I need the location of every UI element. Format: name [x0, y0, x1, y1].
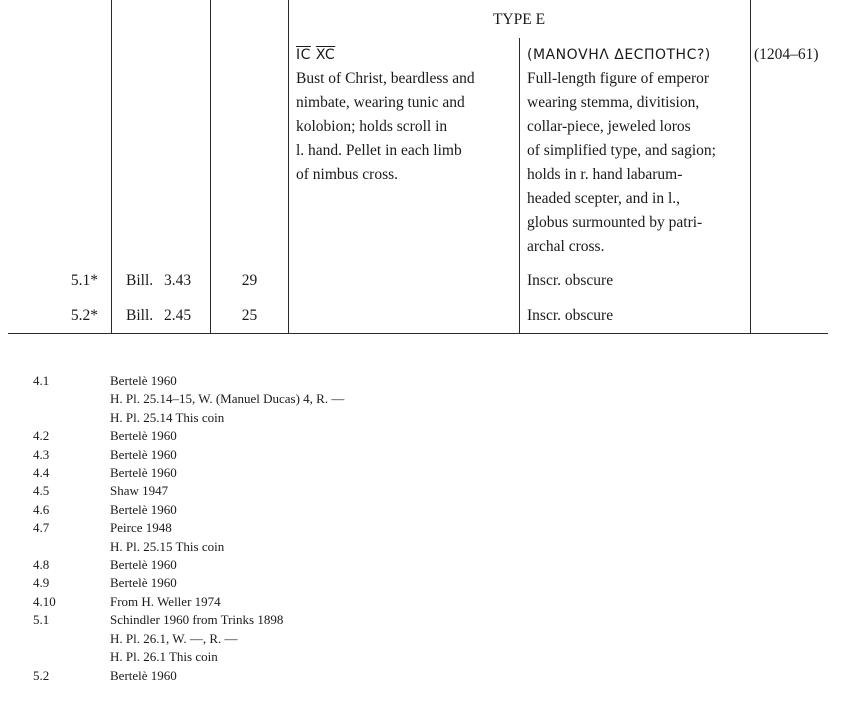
type-heading: TYPE E: [492, 11, 546, 28]
note-text: Peirce 1948: [110, 520, 172, 536]
reverse-line: archal cross.: [527, 238, 605, 255]
obverse-description: [296, 67, 475, 187]
specimen-weight: 2.45: [164, 307, 192, 324]
note-text: Bertelè 1960: [110, 465, 177, 481]
note-row: [33, 519, 533, 537]
note-text: H. Pl. 26.1, W. —, R. —: [110, 630, 238, 646]
note-number: 4.5: [33, 483, 50, 499]
obverse-line: Bust of Christ, beardless and: [296, 70, 475, 87]
obverse-legend-xc: $\overline{XC}$: [315, 47, 336, 63]
note-text: H. Pl. 25.15 This coin: [110, 538, 225, 554]
note-number: 4.4: [33, 465, 50, 481]
note-number: 5.1: [33, 612, 50, 628]
note-row: [33, 390, 533, 408]
note-row: [33, 501, 533, 519]
note-number: 4.3: [33, 446, 50, 462]
specimen-number: 5.1*: [70, 272, 98, 289]
specimen-metal: Bill.: [126, 307, 154, 324]
note-number: [33, 648, 110, 666]
note-text: Shaw 1947: [110, 483, 169, 499]
obverse-legend: [296, 43, 335, 67]
obverse-line: nimbate, wearing tunic and: [296, 94, 465, 111]
specimen-remark: Inscr. obscure: [527, 272, 614, 289]
note-number: 4.6: [33, 501, 50, 517]
note-row: [33, 538, 533, 556]
column-rule: [111, 0, 112, 333]
specimen-die-axis: 29: [241, 272, 258, 289]
note-text: Bertelè 1960: [110, 575, 177, 591]
note-number: 5.2: [33, 667, 50, 683]
provenance-notes: [33, 372, 533, 685]
note-text: Bertelè 1960: [110, 557, 177, 573]
note-text: Bertelè 1960: [110, 667, 177, 683]
reverse-line: headed scepter, and in l.,: [527, 190, 681, 207]
note-text: Bertelè 1960: [110, 428, 177, 444]
table-bottom-rule: [8, 333, 828, 334]
obverse-line: l. hand. Pellet in each limb: [296, 142, 462, 159]
specimen-die-axis: 25: [241, 307, 258, 324]
note-row: [33, 593, 533, 611]
column-rule: [750, 0, 751, 333]
note-row: [33, 574, 533, 592]
note-number: [33, 630, 110, 648]
note-row: [33, 630, 533, 648]
note-number: [33, 538, 110, 556]
note-text: Schindler 1960 from Trinks 1898: [110, 612, 284, 628]
specimen-remark: Inscr. obscure: [527, 307, 614, 324]
note-row: [33, 611, 533, 629]
note-row: [33, 372, 533, 390]
note-row: [33, 427, 533, 445]
note-number: [33, 409, 110, 427]
obverse-line: kolobion; holds scroll in: [296, 118, 448, 135]
reverse-line: collar-piece, jeweled loros: [527, 118, 691, 135]
note-row: [33, 482, 533, 500]
note-number: 4.8: [33, 557, 50, 573]
note-text: H. Pl. 25.14–15, W. (Manuel Ducas) 4, R. —: [110, 391, 345, 407]
note-number: [33, 390, 110, 408]
reverse-legend: (ΜΑΝΟVΗΛ ΔΕϹΠΟΤΗϹ?): [527, 47, 711, 63]
reverse-line: of simplified type, and sagion;: [527, 142, 716, 159]
note-row: [33, 648, 533, 666]
note-number: 4.1: [33, 373, 50, 388]
note-number: 4.2: [33, 428, 50, 444]
reverse-line: wearing stemma, divitision,: [527, 94, 700, 111]
note-row: [33, 464, 533, 482]
column-rule: [519, 38, 520, 333]
note-number: 4.7: [33, 520, 50, 536]
obverse-legend-ic: $\overline{IC}$: [296, 47, 311, 63]
note-text: Bertelè 1960: [110, 373, 177, 388]
reverse-line: globus surmounted by patri-: [527, 214, 703, 231]
date-range: (1204–61): [754, 46, 819, 63]
column-rule: [288, 0, 289, 333]
note-text: From H. Weller 1974: [110, 593, 221, 609]
specimen-number: 5.2*: [70, 307, 98, 324]
note-row: [33, 667, 533, 685]
note-number: 4.9: [33, 575, 50, 591]
reverse-description: [527, 67, 716, 259]
note-row: [33, 409, 533, 427]
note-number: 4.10: [33, 593, 56, 609]
note-text: Bertelè 1960: [110, 446, 177, 462]
specimen-metal: Bill.: [126, 272, 154, 289]
reverse-line: Full-length figure of emperor: [527, 70, 710, 87]
note-text: Bertelè 1960: [110, 501, 177, 517]
note-text: H. Pl. 25.14 This coin: [110, 409, 225, 425]
reverse-line: holds in r. hand labarum-: [527, 166, 683, 183]
specimen-weight: 3.43: [164, 272, 192, 289]
note-row: [33, 556, 533, 574]
note-row: [33, 446, 533, 464]
note-text: H. Pl. 26.1 This coin: [110, 649, 218, 665]
obverse-line: of nimbus cross.: [296, 166, 399, 183]
